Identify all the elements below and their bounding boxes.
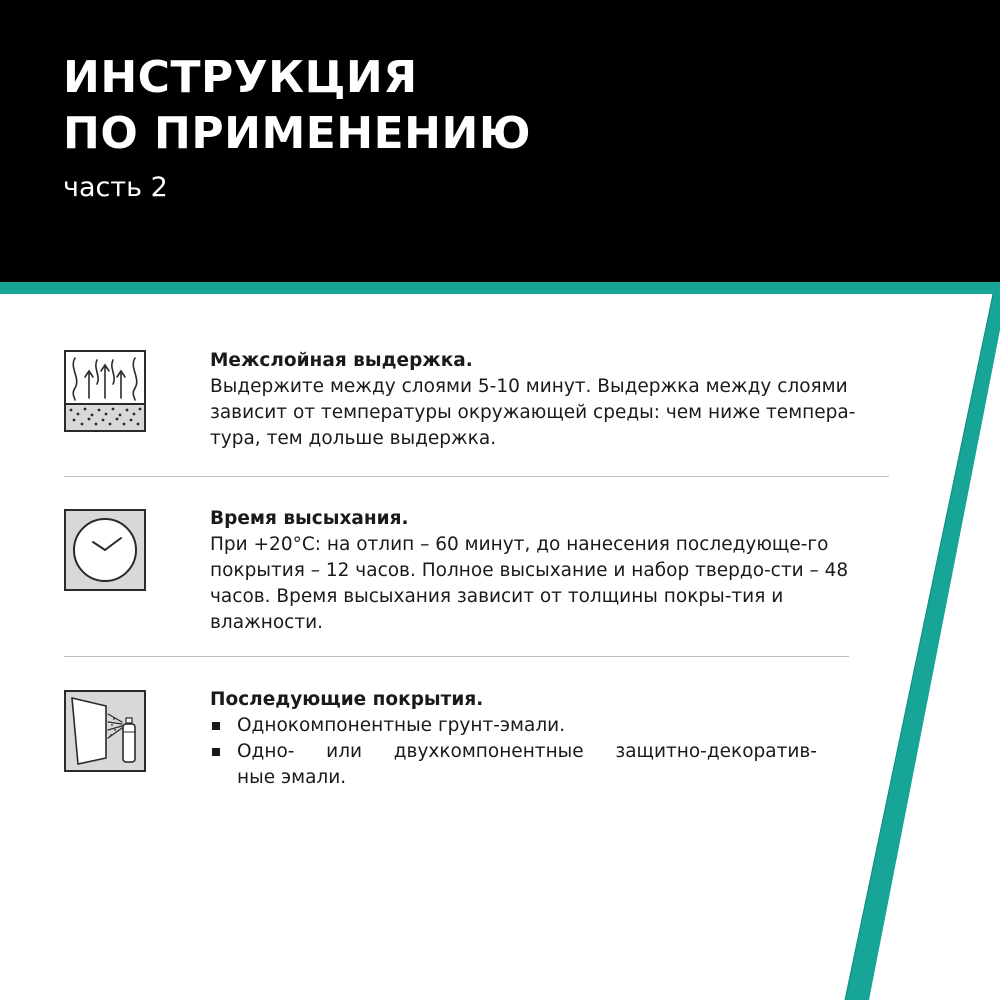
clock-icon [64,509,146,591]
section-body: При +20°С: на отлип – 60 минут, до нанесения последующе-го покрытия – 12 часов. Полное высыхание и набор твердо-сти – 48 часов. Время высыхания зависит от толщины покры-тия и влажности. [210,534,849,633]
spray-can-icon [64,690,146,772]
page-subtitle: часть 2 [63,172,168,203]
section-divider [64,656,849,657]
list-item [210,713,890,739]
section-subsequent-coatings [210,687,890,791]
list-item-text-continued: ные эмали. [237,767,347,788]
section-title: Время высыхания. [210,508,409,529]
coatings-list [210,713,890,791]
section-drying-time [210,506,890,636]
list-item-text: Однокомпонентные грунт-эмали. [237,715,566,736]
page-title [63,50,531,162]
section-title: Последующие покрытия. [210,689,484,710]
list-item [210,739,817,791]
page-title-line-2: ПО ПРИМЕНЕНИЮ [63,108,531,159]
section-divider [64,476,889,477]
list-item-text: Одно- или двухкомпонентные защитно-декоратив- [237,741,817,762]
section-interlayer-drying [210,348,890,452]
section-title: Межслойная выдержка. [210,350,473,371]
evaporation-icon [64,350,146,432]
section-body: Выдержите между слоями 5-10 минут. Выдержка между слоями зависит от температуры окружающей среды: чем ниже темпера-тура, тем дольше выдержка. [210,376,856,449]
page-title-line-1: ИНСТРУКЦИЯ [63,52,418,103]
